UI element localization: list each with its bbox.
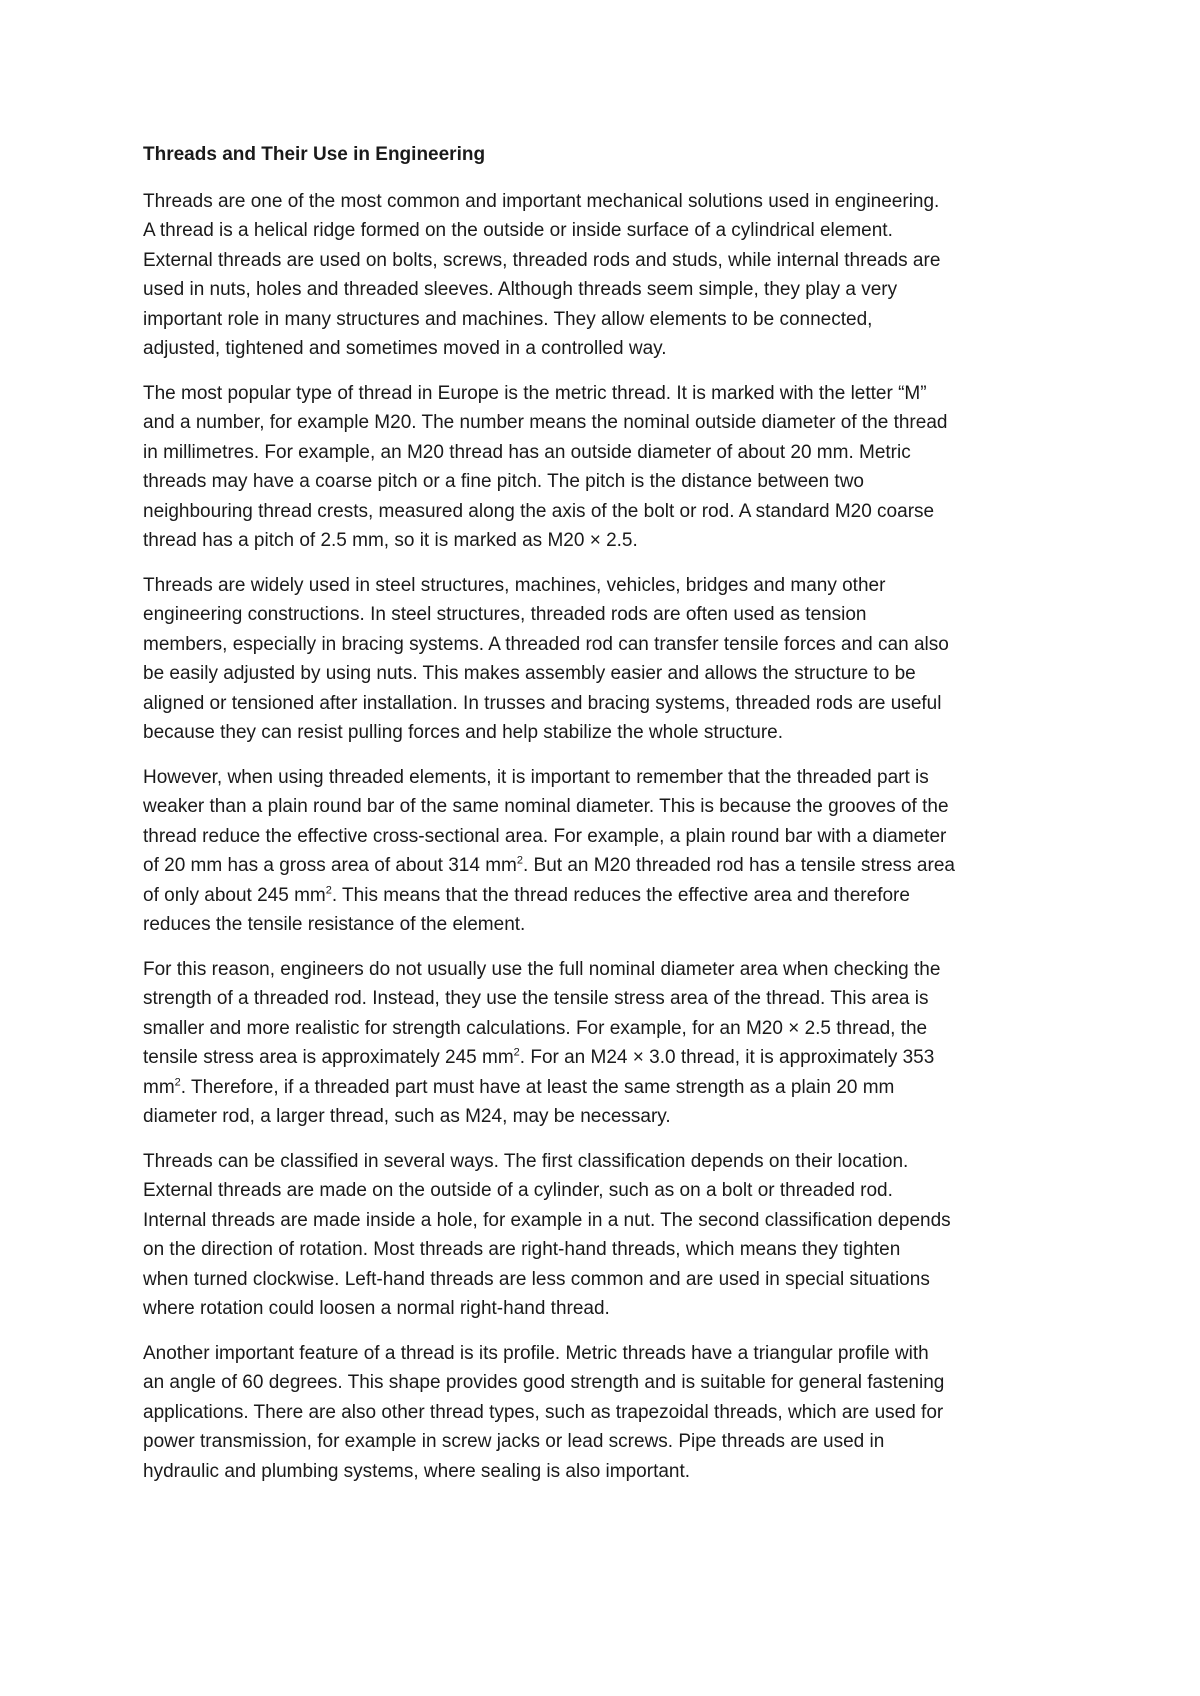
paragraph-6: [143, 1147, 1063, 1324]
text-line: when turned clockwise. Left-hand threads are less common and are used in special situations: [143, 1268, 930, 1290]
text-line: weaker than a plain round bar of the same nominal diameter. This is because the grooves of the: [143, 796, 949, 817]
text-line: Internal threads are made inside a hole, for example in a nut. The second classification depends: [143, 1209, 951, 1231]
text-line: and a number, for example M20. The number means the nominal outside diameter of the thread: [143, 412, 948, 433]
text-line: Threads are one of the most common and important mechanical solutions used in engineering.: [143, 190, 940, 212]
text-line: an angle of 60 degrees. This shape provides good strength and is suitable for general fastening: [143, 1372, 945, 1393]
text-line: aligned or tensioned after installation. In trusses and bracing systems, threaded rods are useful: [143, 692, 942, 714]
text-line: For this reason, engineers do not usually use the full nominal diameter area when checking the: [143, 958, 941, 980]
text-line: External threads are made on the outside of a cylinder, such as on a bolt or threaded rod.: [143, 1180, 893, 1201]
document-body: [143, 140, 1063, 1501]
paragraph-1: [143, 187, 1063, 364]
text-line: Threads are widely used in steel structures, machines, vehicles, bridges and many other: [143, 574, 886, 596]
paragraph-3: [143, 571, 1063, 748]
text-line: where rotation could loosen a normal right-hand thread.: [143, 1298, 610, 1319]
text-line: thread reduce the effective cross-sectional area. For example, a plain round bar with a diameter: [143, 825, 947, 847]
paragraph-2: [143, 379, 1063, 556]
text-line: reduces the tensile resistance of the element.: [143, 914, 526, 935]
text-line: Threads can be classified in several ways. The first classification depends on their location.: [143, 1150, 909, 1172]
text-line: thread has a pitch of 2.5 mm, so it is marked as M20 × 2.5.: [143, 530, 638, 551]
text-line: adjusted, tightened and sometimes moved in a controlled way.: [143, 338, 667, 359]
text-line: important role in many structures and machines. They allow elements to be connected,: [143, 308, 873, 330]
paragraph-list: [143, 187, 1063, 1487]
paragraph-4: [143, 763, 1063, 940]
text-line: power transmission, for example in screw jacks or lead screws. Pipe threads are used in: [143, 1431, 885, 1452]
text-line: applications. There are also other thread types, such as trapezoidal threads, which are used for: [143, 1401, 944, 1423]
text-line: on the direction of rotation. Most threads are right-hand threads, which means they tighten: [143, 1239, 901, 1260]
text-line: threads may have a coarse pitch or a fine pitch. The pitch is the distance between two: [143, 471, 864, 492]
text-line: hydraulic and plumbing systems, where sealing is also important.: [143, 1460, 691, 1482]
text-line: members, especially in bracing systems. A threaded rod can transfer tensile forces and can also: [143, 633, 949, 655]
text-line: be easily adjusted by using nuts. This makes assembly easier and allows the structure to be: [143, 663, 916, 684]
text-line: External threads are used on bolts, screws, threaded rods and studs, while internal threads are: [143, 249, 941, 271]
text-line: strength of a threaded rod. Instead, they use the tensile stress area of the thread. This area is: [143, 988, 929, 1009]
text-line: because they can resist pulling forces and help stabilize the whole structure.: [143, 722, 784, 743]
text-line: used in nuts, holes and threaded sleeves. Although threads seem simple, they play a very: [143, 279, 898, 300]
text-line: of 20 mm has a gross area of about 314 $mm^2$. But an M20 threaded rod has a tensile stress area: [143, 854, 955, 876]
text-line: However, when using threaded elements, it is important to remember that the threaded part is: [143, 766, 929, 788]
text-line: A thread is a helical ridge formed on the outside or inside surface of a cylindrical element.: [143, 220, 893, 241]
text-line: neighbouring thread crests, measured along the axis of the bolt or rod. A standard M20 coarse: [143, 500, 935, 522]
paragraph-5: [143, 955, 1063, 1132]
text-line: Another important feature of a thread is its profile. Metric threads have a triangular profile with: [143, 1342, 929, 1364]
text-line: $mm^2$. Therefore, if a threaded part must have at least the same strength as a plain 20 mm: [143, 1076, 895, 1098]
text-line: The most popular type of thread in Europe is the metric thread. It is marked with the letter “M”: [143, 382, 927, 404]
text-line: diameter rod, a larger thread, such as M24, may be necessary.: [143, 1106, 671, 1127]
text-line: of only about 245 $mm^2$. This means that the thread reduces the effective area and therefore: [143, 884, 910, 906]
text-line: engineering constructions. In steel structures, threaded rods are often used as tension: [143, 604, 867, 625]
text-line: tensile stress area is approximately 245 $mm^2$. For an M24 × 3.0 thread, it is approximately 353: [143, 1046, 935, 1068]
paragraph-7: [143, 1339, 1063, 1487]
text-line: in millimetres. For example, an M20 thread has an outside diameter of about 20 mm. Metric: [143, 441, 911, 463]
text-line: smaller and more realistic for strength calculations. For example, for an M20 × 2.5 thread, the: [143, 1017, 928, 1039]
document-title: Threads and Their Use in Engineering: [143, 144, 486, 165]
